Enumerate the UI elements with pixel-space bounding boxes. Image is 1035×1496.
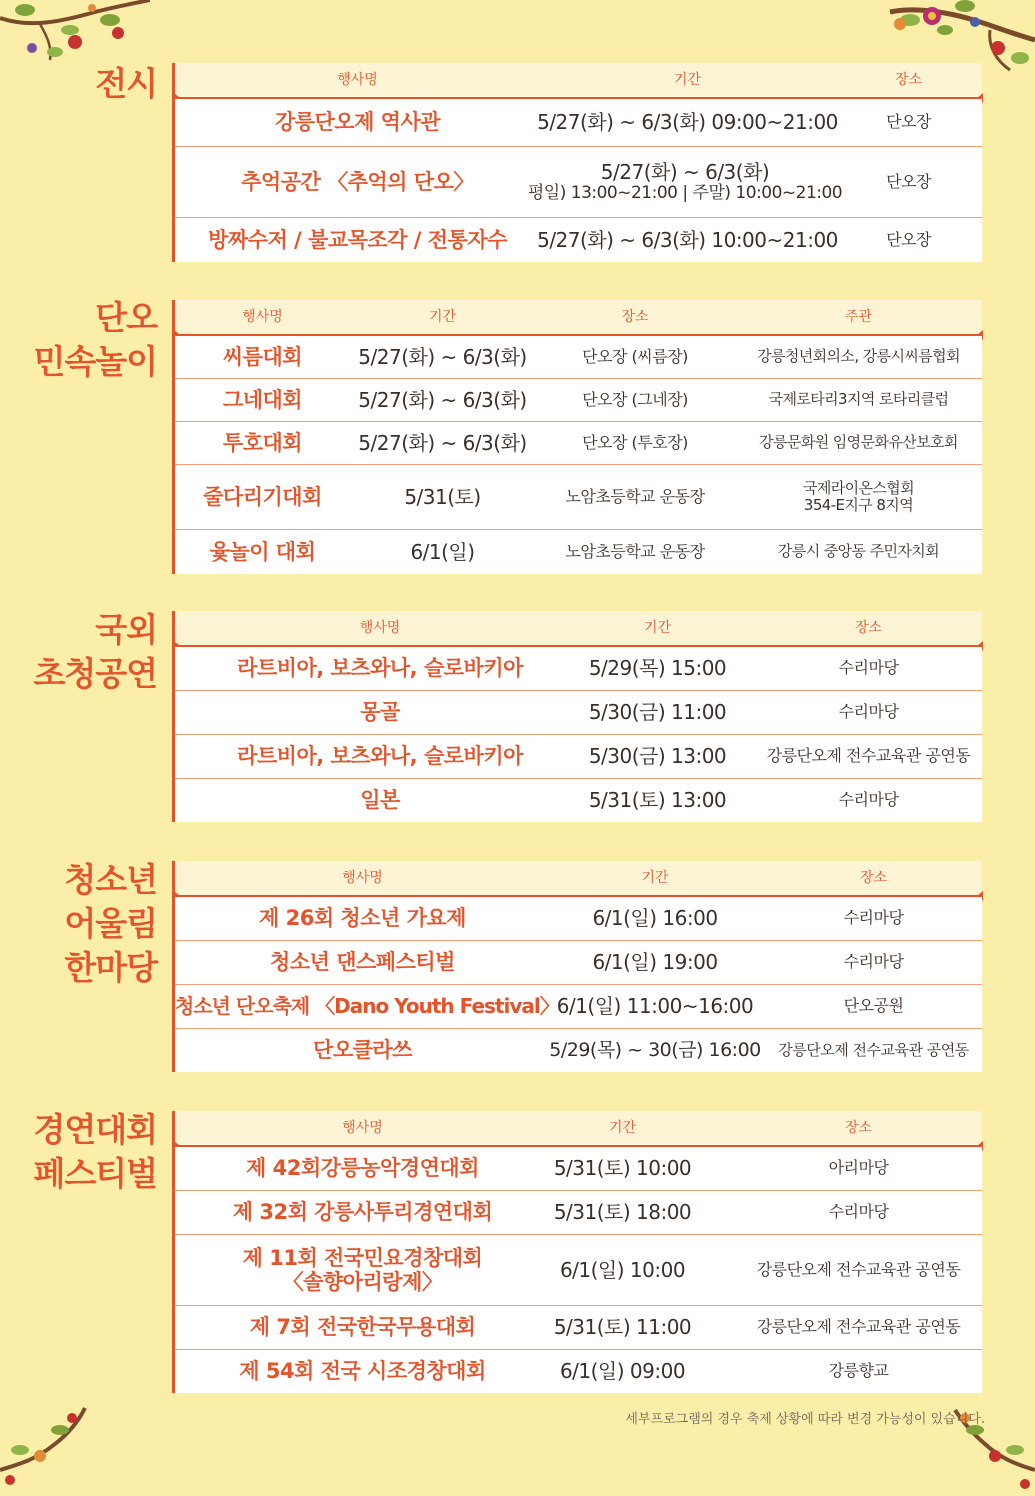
event-place: 강릉단오제 전수교육관 공연동 xyxy=(766,746,971,766)
table-header xyxy=(175,300,982,336)
table-header xyxy=(175,611,982,647)
folk-games-table xyxy=(172,300,982,574)
table-row xyxy=(175,218,982,262)
header-event: 행사명 xyxy=(342,869,383,886)
section-title-foreign-performances xyxy=(33,608,157,696)
table-row xyxy=(175,99,982,147)
event-place: 단오장 (씨름장) xyxy=(582,346,688,366)
table-header xyxy=(175,861,982,897)
table-row xyxy=(175,1306,982,1350)
section-title-line: 어울림 xyxy=(64,904,157,943)
event-period: 5/27(화) ~ 6/3(화) xyxy=(358,430,527,455)
event-place: 강릉단오제 전수교육관 공연동 xyxy=(778,1040,969,1059)
youth-table xyxy=(172,861,982,1072)
event-name: 강릉단오제 역사관 xyxy=(274,110,441,135)
competitions-table xyxy=(172,1111,982,1393)
table-row xyxy=(175,1147,982,1191)
event-place: 수리마당 xyxy=(838,702,899,722)
header-event: 행사명 xyxy=(337,71,378,88)
name-line: 〈솔향아리랑제〉 xyxy=(282,1270,443,1294)
table-header xyxy=(175,1111,982,1147)
event-name: 투호대회 xyxy=(222,430,303,455)
table-row xyxy=(175,1350,982,1393)
header-event: 행사명 xyxy=(342,1119,383,1136)
table-row xyxy=(175,897,982,941)
event-period: 6/1(일) 16:00 xyxy=(592,906,718,930)
event-name: 제 42회강릉농악경연대회 xyxy=(246,1156,479,1181)
table-row xyxy=(175,691,982,735)
event-place: 수리마당 xyxy=(843,952,904,972)
event-period: 5/31(토) 18:00 xyxy=(553,1200,692,1224)
event-place: 아리마당 xyxy=(828,1158,889,1178)
footnote: 세부프로그램의 경우 축제 상황에 따라 변경 가능성이 있습니다. xyxy=(625,1412,985,1427)
event-period: 6/1(일) 10:00 xyxy=(559,1257,686,1282)
event-name: 단오클라쓰 xyxy=(313,1038,412,1063)
period-line: 5/27(화) ~ 6/3(화) xyxy=(600,159,770,184)
event-place: 단오장 (그네장) xyxy=(582,389,688,409)
foreign-performances-table xyxy=(172,611,982,822)
event-name: 일본 xyxy=(360,788,400,813)
event-name: 추억공간 〈추억의 단오〉 xyxy=(241,169,474,194)
event-place: 단오장 xyxy=(886,229,931,249)
exhibition-table xyxy=(172,63,982,262)
table-row xyxy=(175,1029,982,1072)
table-row xyxy=(175,735,982,779)
event-place: 단오장 (투호장) xyxy=(582,432,688,452)
table-row xyxy=(175,647,982,691)
header-period: 기간 xyxy=(643,619,672,636)
table-header xyxy=(175,63,982,99)
event-name: 방짜수저 / 불교목조각 / 전통자수 xyxy=(208,227,507,252)
section-title-folk-games xyxy=(33,296,157,384)
header-place: 장소 xyxy=(854,619,883,636)
event-period xyxy=(505,147,865,217)
period-line: 평일) 13:00~21:00 | 주말) 10:00~21:00 xyxy=(527,182,843,203)
section-title-youth xyxy=(64,858,157,990)
event-name: 제 32회 강릉사투리경연대회 xyxy=(232,1200,493,1225)
table-row xyxy=(175,941,982,985)
event-period: 5/31(토) xyxy=(404,484,481,509)
header-event: 행사명 xyxy=(359,619,401,636)
event-period: 6/1(일) xyxy=(410,539,475,564)
header-period: 기간 xyxy=(641,869,669,886)
event-host: 강릉청년회의소, 강릉시씨름협회 xyxy=(757,347,960,366)
event-host: 국제로타리3지역 로타리클럽 xyxy=(768,390,949,409)
header-period: 기간 xyxy=(608,1119,637,1136)
header-place: 장소 xyxy=(859,869,888,886)
section-title-line: 초청공연 xyxy=(33,654,157,693)
event-place: 노암초등학교 운동장 xyxy=(565,541,705,561)
header-host: 주관 xyxy=(844,308,873,325)
event-name: 씨름대회 xyxy=(222,344,303,369)
header-period: 기간 xyxy=(428,308,457,325)
event-period: 6/1(일) 11:00~16:00 xyxy=(556,994,754,1018)
section-title-line: 경연대회 xyxy=(33,1110,157,1149)
section-title-competitions xyxy=(33,1108,157,1196)
event-name: 제 7회 전국한국무용대회 xyxy=(249,1315,476,1340)
table-row xyxy=(175,147,982,218)
header-place: 장소 xyxy=(621,308,649,325)
event-place: 단오장 xyxy=(886,112,931,132)
event-name xyxy=(175,1235,550,1305)
event-place: 수리마당 xyxy=(843,908,904,928)
header-event: 행사명 xyxy=(242,308,283,325)
table-row xyxy=(175,379,982,422)
event-name: 그네대회 xyxy=(222,387,303,412)
event-period: 5/27(화) ~ 6/3(화) 10:00~21:00 xyxy=(537,227,838,252)
section-title-line: 전시 xyxy=(95,64,157,103)
event-name: 몽골 xyxy=(360,700,400,725)
table-row xyxy=(175,336,982,379)
section-title-line: 단오 xyxy=(95,298,157,337)
section-title-exhibition xyxy=(95,62,157,106)
event-place: 단오장 xyxy=(886,171,931,191)
header-period: 기간 xyxy=(673,71,702,88)
event-host: 강릉시 중앙동 주민자치회 xyxy=(777,542,940,561)
table-row xyxy=(175,1191,982,1235)
section-title-line: 한마당 xyxy=(64,948,157,987)
event-host: 강릉문화원 임영문화유산보호회 xyxy=(759,433,958,452)
event-period: 5/27(화) ~ 6/3(화) 09:00~21:00 xyxy=(537,110,838,134)
table-row xyxy=(175,985,982,1029)
event-period: 5/29(목) ~ 30(금) 16:00 xyxy=(549,1038,761,1061)
event-period: 5/27(화) ~ 6/3(화) xyxy=(358,387,527,412)
event-place: 단오공원 xyxy=(843,996,904,1016)
event-host xyxy=(735,465,982,529)
host-line: 국제라이온스협회 xyxy=(802,478,915,497)
header-place: 장소 xyxy=(894,71,923,88)
event-place: 강릉단오제 전수교육관 공연동 xyxy=(756,1259,961,1279)
event-period: 5/30(금) 13:00 xyxy=(588,744,727,768)
event-name: 제 54회 전국 시조경창대회 xyxy=(239,1359,486,1384)
event-period: 5/31(토) 11:00 xyxy=(553,1315,692,1339)
section-title-line: 청소년 xyxy=(64,860,157,899)
event-place: 노암초등학교 운동장 xyxy=(565,486,705,506)
event-period: 5/27(화) ~ 6/3(화) xyxy=(358,344,527,369)
event-period: 6/1(일) 09:00 xyxy=(559,1359,686,1383)
event-place: 강릉향교 xyxy=(828,1361,889,1381)
section-title-line: 페스티벌 xyxy=(33,1154,157,1193)
name-line: 제 11회 전국민요경창대회 xyxy=(242,1245,483,1270)
event-name: 라트비아, 보츠와나, 슬로바키아 xyxy=(237,656,523,681)
event-period: 5/30(금) 11:00 xyxy=(588,700,727,724)
event-period: 6/1(일) 19:00 xyxy=(592,950,718,974)
event-place: 수리마당 xyxy=(838,790,899,810)
event-name: 청소년 댄스페스티벌 xyxy=(270,950,455,975)
table-row xyxy=(175,1235,982,1306)
table-row xyxy=(175,465,982,530)
event-period: 5/29(목) 15:00 xyxy=(588,656,727,680)
event-name: 줄다리기대회 xyxy=(203,484,322,509)
header-place: 장소 xyxy=(844,1119,873,1136)
event-name: 청소년 단오축제 〈Dano Youth Festival〉 xyxy=(175,994,559,1018)
flower-branch-top-left xyxy=(0,0,150,70)
event-place: 수리마당 xyxy=(828,1202,889,1222)
host-line: 354-E지구 8지역 xyxy=(803,496,914,514)
section-title-line: 국외 xyxy=(95,610,157,649)
table-row xyxy=(175,422,982,465)
table-row xyxy=(175,779,982,822)
event-name: 제 26회 청소년 가요제 xyxy=(259,906,466,931)
event-period: 5/31(토) 13:00 xyxy=(588,788,727,812)
event-place: 강릉단오제 전수교육관 공연동 xyxy=(756,1317,961,1337)
section-title-line: 민속놀이 xyxy=(33,342,157,381)
flower-branch-bottom-left xyxy=(0,1400,90,1496)
event-name: 라트비아, 보츠와나, 슬로바키아 xyxy=(237,744,523,769)
event-name: 윷놀이 대회 xyxy=(209,539,316,564)
table-row xyxy=(175,530,982,574)
event-place: 수리마당 xyxy=(838,658,899,678)
event-period: 5/31(토) 10:00 xyxy=(553,1156,692,1180)
